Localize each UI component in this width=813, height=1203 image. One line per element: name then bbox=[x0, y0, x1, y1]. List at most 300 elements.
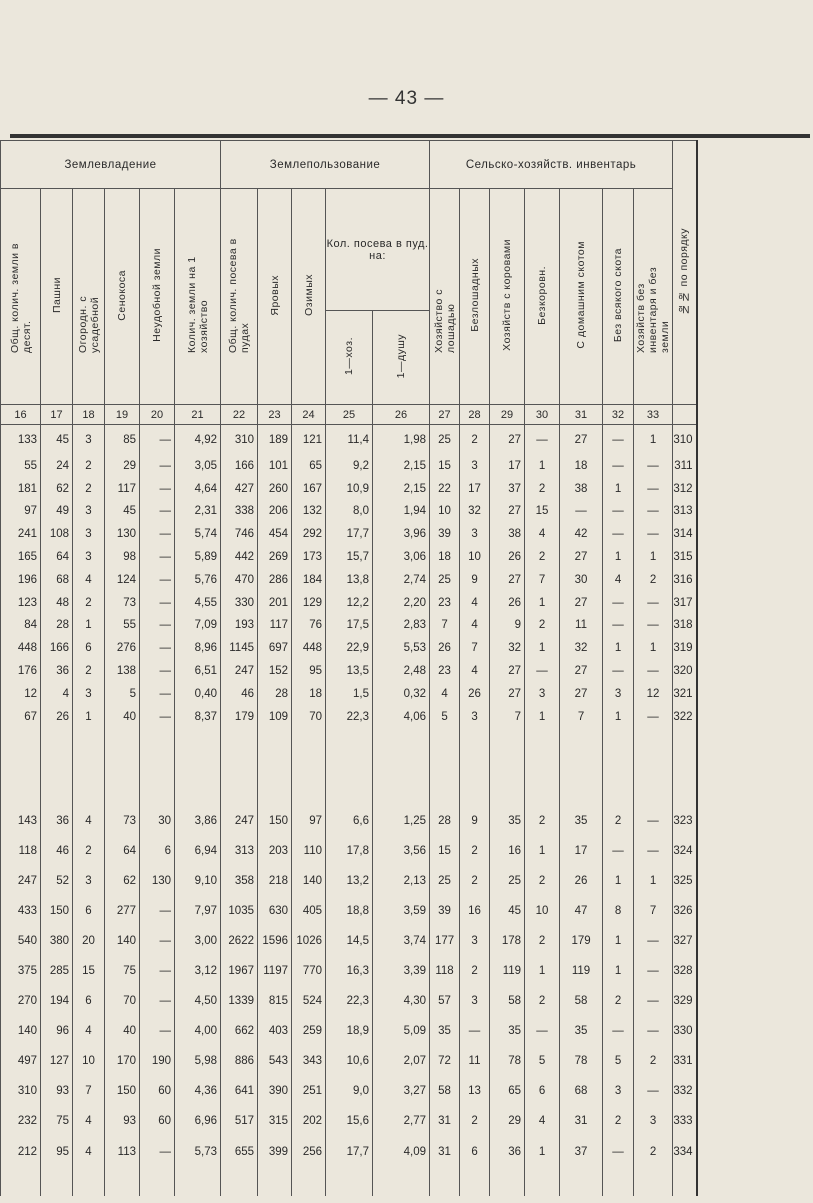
table-cell: 770 bbox=[292, 956, 326, 986]
table-cell: 150 bbox=[41, 896, 73, 926]
table-cell: 64 bbox=[105, 836, 140, 866]
table-cell: — bbox=[525, 1016, 560, 1046]
table-cell: 75 bbox=[105, 956, 140, 986]
table-row bbox=[1, 637, 697, 660]
table-cell: 85 bbox=[105, 425, 140, 455]
table-cell: — bbox=[140, 425, 175, 455]
table-cell: 95 bbox=[292, 660, 326, 683]
table-cell: 7 bbox=[525, 568, 560, 591]
table-cell: 6 bbox=[73, 896, 105, 926]
table-cell: 403 bbox=[258, 1016, 292, 1046]
table-cell: — bbox=[140, 568, 175, 591]
table-cell: 60 bbox=[140, 1076, 175, 1106]
col-header-total-sowing: Общ. колич. посева в пудах bbox=[221, 189, 258, 405]
statistics-table bbox=[0, 140, 698, 1196]
table-cell: 338 bbox=[221, 500, 258, 523]
table-cell: 256 bbox=[292, 1136, 326, 1196]
table-cell: 25 bbox=[490, 866, 525, 896]
table-cell: 13 bbox=[460, 1076, 490, 1106]
table-cell: 1 bbox=[634, 546, 673, 569]
column-number: 19 bbox=[105, 405, 140, 425]
table-cell: 97 bbox=[1, 500, 41, 523]
table-cell: 17 bbox=[490, 455, 525, 478]
table-cell: — bbox=[525, 425, 560, 455]
table-cell: 45 bbox=[490, 896, 525, 926]
table-cell: 20 bbox=[73, 926, 105, 956]
table-cell: 212 bbox=[1, 1136, 41, 1196]
table-cell: 4 bbox=[430, 682, 460, 705]
table-cell: 7 bbox=[430, 614, 460, 637]
table-cell: 4 bbox=[41, 682, 73, 705]
table-cell: 2 bbox=[73, 455, 105, 478]
table-cell: 2 bbox=[73, 836, 105, 866]
table-cell: 10,6 bbox=[326, 1046, 373, 1076]
col-header-land-per-household: Колич. земли на 1 хозяйство bbox=[175, 189, 221, 405]
table-cell: — bbox=[140, 682, 175, 705]
table-cell: 27 bbox=[560, 425, 603, 455]
table-cell: 319 bbox=[673, 637, 697, 660]
col-header-horseless: Безлошадных bbox=[460, 189, 490, 405]
table-cell: 27 bbox=[560, 682, 603, 705]
table-cell: 9,0 bbox=[326, 1076, 373, 1106]
table-cell: 4,55 bbox=[175, 591, 221, 614]
table-cell: 5,76 bbox=[175, 568, 221, 591]
table-cell: — bbox=[603, 660, 634, 683]
table-cell: 39 bbox=[430, 896, 460, 926]
table-cell: 320 bbox=[673, 660, 697, 683]
table-cell: 5,74 bbox=[175, 523, 221, 546]
table-cell: 42 bbox=[560, 523, 603, 546]
table-cell: — bbox=[140, 1136, 175, 1196]
table-cell: 68 bbox=[560, 1076, 603, 1106]
table-cell: 62 bbox=[105, 866, 140, 896]
table-cell: 316 bbox=[673, 568, 697, 591]
table-cell: 15,6 bbox=[326, 1106, 373, 1136]
table-cell: 26 bbox=[41, 705, 73, 728]
table-cell: 4,50 bbox=[175, 986, 221, 1016]
table-cell: 26 bbox=[490, 546, 525, 569]
table-cell: 448 bbox=[292, 637, 326, 660]
col-header-no-livestock: Без всякого скота bbox=[603, 189, 634, 405]
table-cell: 247 bbox=[1, 866, 41, 896]
table-cell: 12 bbox=[1, 682, 41, 705]
table-cell: 110 bbox=[292, 836, 326, 866]
table-cell: 5,09 bbox=[373, 1016, 430, 1046]
table-cell: 24 bbox=[41, 455, 73, 478]
table-cell: 181 bbox=[1, 477, 41, 500]
table-cell: 427 bbox=[221, 477, 258, 500]
table-row bbox=[1, 956, 697, 986]
table-cell: 27 bbox=[490, 568, 525, 591]
table-cell: 328 bbox=[673, 956, 697, 986]
table-cell: 0,40 bbox=[175, 682, 221, 705]
table-row bbox=[1, 455, 697, 478]
table-cell: 1 bbox=[603, 546, 634, 569]
table-cell: 49 bbox=[41, 500, 73, 523]
table-cell: 276 bbox=[105, 637, 140, 660]
table-cell: 23 bbox=[430, 591, 460, 614]
table-cell: 4 bbox=[73, 1136, 105, 1196]
table-cell: 13,5 bbox=[326, 660, 373, 683]
table-cell: 31 bbox=[430, 1136, 460, 1196]
table-cell: 330 bbox=[673, 1016, 697, 1046]
table-cell: 178 bbox=[490, 926, 525, 956]
table-cell: 277 bbox=[105, 896, 140, 926]
table-cell: 7 bbox=[560, 705, 603, 728]
column-number: 29 bbox=[490, 405, 525, 425]
table-cell: 3 bbox=[634, 1106, 673, 1136]
table-cell: 93 bbox=[105, 1106, 140, 1136]
table-cell: 3 bbox=[73, 500, 105, 523]
table-cell: — bbox=[634, 986, 673, 1016]
table-cell: 1 bbox=[634, 425, 673, 455]
group-inventory: Сельско-хозяйств. инвентарь bbox=[430, 141, 673, 189]
table-cell: 133 bbox=[1, 425, 41, 455]
col-header-total-land: Общ. колич. земли в десят. bbox=[1, 189, 41, 405]
table-cell: 329 bbox=[673, 986, 697, 1016]
group-land-ownership: Землевладение bbox=[1, 141, 221, 189]
table-cell: 62 bbox=[41, 477, 73, 500]
table-cell: 2 bbox=[460, 956, 490, 986]
table-cell: 2 bbox=[460, 1106, 490, 1136]
table-cell: — bbox=[634, 591, 673, 614]
table-cell: 7 bbox=[73, 1076, 105, 1106]
table-cell: 1 bbox=[603, 866, 634, 896]
table-row bbox=[1, 682, 697, 705]
table-cell: 630 bbox=[258, 896, 292, 926]
table-cell: 433 bbox=[1, 896, 41, 926]
table-cell: 2 bbox=[73, 591, 105, 614]
table-cell: — bbox=[634, 660, 673, 683]
table-cell: 2,20 bbox=[373, 591, 430, 614]
table-cell: 2 bbox=[525, 614, 560, 637]
table-cell: 270 bbox=[1, 986, 41, 1016]
table-cell: 655 bbox=[221, 1136, 258, 1196]
table-cell: 96 bbox=[41, 1016, 73, 1046]
table-cell: 3,05 bbox=[175, 455, 221, 478]
table-cell: 22,9 bbox=[326, 637, 373, 660]
table-cell: 1,5 bbox=[326, 682, 373, 705]
group-land-use: Землепользование bbox=[221, 141, 430, 189]
table-cell: 2 bbox=[525, 477, 560, 500]
table-cell: 3 bbox=[460, 455, 490, 478]
table-cell: 311 bbox=[673, 455, 697, 478]
table-cell: 313 bbox=[221, 836, 258, 866]
table-cell: 72 bbox=[430, 1046, 460, 1076]
table-cell: 314 bbox=[673, 523, 697, 546]
table-cell: 1 bbox=[525, 637, 560, 660]
table-cell: 543 bbox=[258, 1046, 292, 1076]
table-cell: 312 bbox=[673, 477, 697, 500]
table-cell: 152 bbox=[258, 660, 292, 683]
table-cell: 4 bbox=[525, 523, 560, 546]
table-cell: 76 bbox=[292, 614, 326, 637]
table-cell: 70 bbox=[292, 705, 326, 728]
table-cell: 310 bbox=[673, 425, 697, 455]
table-cell: 325 bbox=[673, 866, 697, 896]
table-cell: 323 bbox=[673, 806, 697, 836]
table-cell: 36 bbox=[41, 660, 73, 683]
table-cell: 8 bbox=[603, 896, 634, 926]
table-cell: 35 bbox=[560, 806, 603, 836]
table-row bbox=[1, 614, 697, 637]
table-cell: 132 bbox=[292, 500, 326, 523]
table-cell: 326 bbox=[673, 896, 697, 926]
table-cell: 121 bbox=[292, 425, 326, 455]
table-cell: 5 bbox=[105, 682, 140, 705]
table-cell: 4,00 bbox=[175, 1016, 221, 1046]
table-cell: 1 bbox=[525, 836, 560, 866]
table-cell: 5,53 bbox=[373, 637, 430, 660]
table-row bbox=[1, 1106, 697, 1136]
table-row bbox=[1, 705, 697, 728]
table-cell: 4,36 bbox=[175, 1076, 221, 1106]
table-cell: — bbox=[634, 455, 673, 478]
table-cell: 58 bbox=[560, 986, 603, 1016]
table-cell: 31 bbox=[430, 1106, 460, 1136]
table-cell: 18 bbox=[560, 455, 603, 478]
table-cell: 0,32 bbox=[373, 682, 430, 705]
table-cell: 3,56 bbox=[373, 836, 430, 866]
table-cell: 321 bbox=[673, 682, 697, 705]
table-cell: 324 bbox=[673, 836, 697, 866]
table-cell: 119 bbox=[490, 956, 525, 986]
table-cell: — bbox=[603, 591, 634, 614]
table-cell: 315 bbox=[673, 546, 697, 569]
table-cell: 3,74 bbox=[373, 926, 430, 956]
table-cell: 10 bbox=[430, 500, 460, 523]
table-cell: 37 bbox=[560, 1136, 603, 1196]
table-cell: 2,83 bbox=[373, 614, 430, 637]
table-cell: 1 bbox=[603, 926, 634, 956]
table-cell: 17,7 bbox=[326, 1136, 373, 1196]
table-cell: 78 bbox=[560, 1046, 603, 1076]
table-cell: 327 bbox=[673, 926, 697, 956]
table-cell: 203 bbox=[258, 836, 292, 866]
table-cell: 11 bbox=[560, 614, 603, 637]
table-cell: 4 bbox=[460, 660, 490, 683]
table-cell: 2622 bbox=[221, 926, 258, 956]
table-row bbox=[1, 546, 697, 569]
table-cell: — bbox=[140, 614, 175, 637]
table-cell: 18,9 bbox=[326, 1016, 373, 1046]
table-cell: — bbox=[140, 705, 175, 728]
table-cell: 4 bbox=[525, 1106, 560, 1136]
table-cell: — bbox=[634, 523, 673, 546]
table-cell: 8,0 bbox=[326, 500, 373, 523]
table-cell: 4,64 bbox=[175, 477, 221, 500]
table-cell: — bbox=[140, 523, 175, 546]
table-cell: 470 bbox=[221, 568, 258, 591]
table-cell: 26 bbox=[430, 637, 460, 660]
table-cell: 27 bbox=[490, 682, 525, 705]
table-cell: 70 bbox=[105, 986, 140, 1016]
table-cell: — bbox=[603, 614, 634, 637]
table-cell: 10,9 bbox=[326, 477, 373, 500]
table-cell: 65 bbox=[490, 1076, 525, 1106]
table-cell: 310 bbox=[221, 425, 258, 455]
table-cell: 3 bbox=[460, 986, 490, 1016]
table-cell: 3 bbox=[460, 523, 490, 546]
table-cell: 193 bbox=[221, 614, 258, 637]
table-cell: 27 bbox=[490, 500, 525, 523]
table-cell: 4 bbox=[73, 806, 105, 836]
table-cell: 2 bbox=[603, 1106, 634, 1136]
table-cell: 2,15 bbox=[373, 477, 430, 500]
table-cell: 524 bbox=[292, 986, 326, 1016]
table-cell: 17 bbox=[460, 477, 490, 500]
table-cell: 65 bbox=[292, 455, 326, 478]
table-cell: 6 bbox=[525, 1076, 560, 1106]
col-header-with-livestock: С домашним скотом bbox=[560, 189, 603, 405]
table-cell: 166 bbox=[221, 455, 258, 478]
table-cell: 40 bbox=[105, 1016, 140, 1046]
table-cell: — bbox=[140, 637, 175, 660]
table-cell: 13,8 bbox=[326, 568, 373, 591]
table-cell: 124 bbox=[105, 568, 140, 591]
table-cell: 269 bbox=[258, 546, 292, 569]
table-cell: — bbox=[634, 705, 673, 728]
table-cell: — bbox=[140, 546, 175, 569]
table-cell: 2 bbox=[525, 926, 560, 956]
table-cell: 12,2 bbox=[326, 591, 373, 614]
column-number: 18 bbox=[73, 405, 105, 425]
table-cell: — bbox=[603, 523, 634, 546]
table-cell: — bbox=[634, 500, 673, 523]
table-cell: 28 bbox=[430, 806, 460, 836]
table-cell: 129 bbox=[292, 591, 326, 614]
table-cell: 1 bbox=[525, 591, 560, 614]
table-cell: 25 bbox=[430, 425, 460, 455]
col-header-cowless: Безкоровн. bbox=[525, 189, 560, 405]
table-cell: 497 bbox=[1, 1046, 41, 1076]
table-cell: 5,98 bbox=[175, 1046, 221, 1076]
table-cell: 331 bbox=[673, 1046, 697, 1076]
table-cell: 95 bbox=[41, 1136, 73, 1196]
table-cell: 405 bbox=[292, 896, 326, 926]
table-cell: 84 bbox=[1, 614, 41, 637]
table-cell: 6 bbox=[140, 836, 175, 866]
table-cell: 26 bbox=[560, 866, 603, 896]
table-cell: 15 bbox=[430, 455, 460, 478]
table-cell: 313 bbox=[673, 500, 697, 523]
table-cell: 317 bbox=[673, 591, 697, 614]
table-cell: 2 bbox=[603, 806, 634, 836]
table-cell: — bbox=[634, 806, 673, 836]
table-row bbox=[1, 1046, 697, 1076]
table-cell: 28 bbox=[41, 614, 73, 637]
table-cell: 118 bbox=[430, 956, 460, 986]
table-cell: 540 bbox=[1, 926, 41, 956]
table-cell: 35 bbox=[430, 1016, 460, 1046]
table-cell: 15 bbox=[525, 500, 560, 523]
table-cell: — bbox=[634, 1016, 673, 1046]
table-cell: 93 bbox=[41, 1076, 73, 1106]
table-cell: 170 bbox=[105, 1046, 140, 1076]
table-cell: 5,89 bbox=[175, 546, 221, 569]
table-cell: 285 bbox=[41, 956, 73, 986]
table-cell: 2 bbox=[634, 568, 673, 591]
table-cell: 26 bbox=[460, 682, 490, 705]
table-cell: 5 bbox=[430, 705, 460, 728]
table-cell: 442 bbox=[221, 546, 258, 569]
table-cell: 1339 bbox=[221, 986, 258, 1016]
table-cell: 6,51 bbox=[175, 660, 221, 683]
table-cell: 60 bbox=[140, 1106, 175, 1136]
table-cell: 2 bbox=[603, 986, 634, 1016]
table-cell: 150 bbox=[258, 806, 292, 836]
table-cell: 286 bbox=[258, 568, 292, 591]
table-cell: 16 bbox=[460, 896, 490, 926]
table-cell: 46 bbox=[41, 836, 73, 866]
table-cell: 35 bbox=[560, 1016, 603, 1046]
table-cell: 47 bbox=[560, 896, 603, 926]
table-cell: 448 bbox=[1, 637, 41, 660]
table-cell: 1596 bbox=[258, 926, 292, 956]
table-cell: 119 bbox=[560, 956, 603, 986]
table-cell: 2 bbox=[634, 1046, 673, 1076]
table-cell: 4 bbox=[603, 568, 634, 591]
column-number: 33 bbox=[634, 405, 673, 425]
table-cell: 179 bbox=[560, 926, 603, 956]
table-cell: 241 bbox=[1, 523, 41, 546]
table-cell: 2 bbox=[460, 425, 490, 455]
table-cell: 8,37 bbox=[175, 705, 221, 728]
table-cell: 10 bbox=[73, 1046, 105, 1076]
table-row bbox=[1, 986, 697, 1016]
table-cell: 1 bbox=[603, 637, 634, 660]
table-row bbox=[1, 425, 697, 455]
table-cell: 55 bbox=[105, 614, 140, 637]
table-cell: 10 bbox=[460, 546, 490, 569]
table-cell: 318 bbox=[673, 614, 697, 637]
table-cell: 117 bbox=[258, 614, 292, 637]
table-row bbox=[1, 568, 697, 591]
table-cell: 40 bbox=[105, 705, 140, 728]
table-cell: 73 bbox=[105, 591, 140, 614]
table-cell: 38 bbox=[490, 523, 525, 546]
table-cell: 2 bbox=[525, 866, 560, 896]
table-cell: 333 bbox=[673, 1106, 697, 1136]
table-cell: 78 bbox=[490, 1046, 525, 1076]
table-cell: 118 bbox=[1, 836, 41, 866]
table-cell: 332 bbox=[673, 1076, 697, 1106]
column-number: 21 bbox=[175, 405, 221, 425]
table-cell: 3,06 bbox=[373, 546, 430, 569]
column-number: 20 bbox=[140, 405, 175, 425]
table-cell: 662 bbox=[221, 1016, 258, 1046]
table-cell: 2 bbox=[525, 806, 560, 836]
table-cell: 2,48 bbox=[373, 660, 430, 683]
table-cell: 184 bbox=[292, 568, 326, 591]
table-cell: 22 bbox=[430, 477, 460, 500]
table-cell: 247 bbox=[221, 660, 258, 683]
table-cell: 1 bbox=[73, 705, 105, 728]
table-cell: 259 bbox=[292, 1016, 326, 1046]
column-number: 26 bbox=[373, 405, 430, 425]
table-cell: 11,4 bbox=[326, 425, 373, 455]
table-cell: 2 bbox=[73, 660, 105, 683]
table-cell: 194 bbox=[41, 986, 73, 1016]
table-cell: 9 bbox=[460, 806, 490, 836]
page-number: — 43 — bbox=[368, 88, 445, 109]
table-row bbox=[1, 806, 697, 836]
table-cell: 4 bbox=[73, 1106, 105, 1136]
table-cell: 886 bbox=[221, 1046, 258, 1076]
col-header-garden: Огородн. с усадебной bbox=[73, 189, 105, 405]
table-cell: — bbox=[603, 1016, 634, 1046]
table-cell: — bbox=[140, 896, 175, 926]
